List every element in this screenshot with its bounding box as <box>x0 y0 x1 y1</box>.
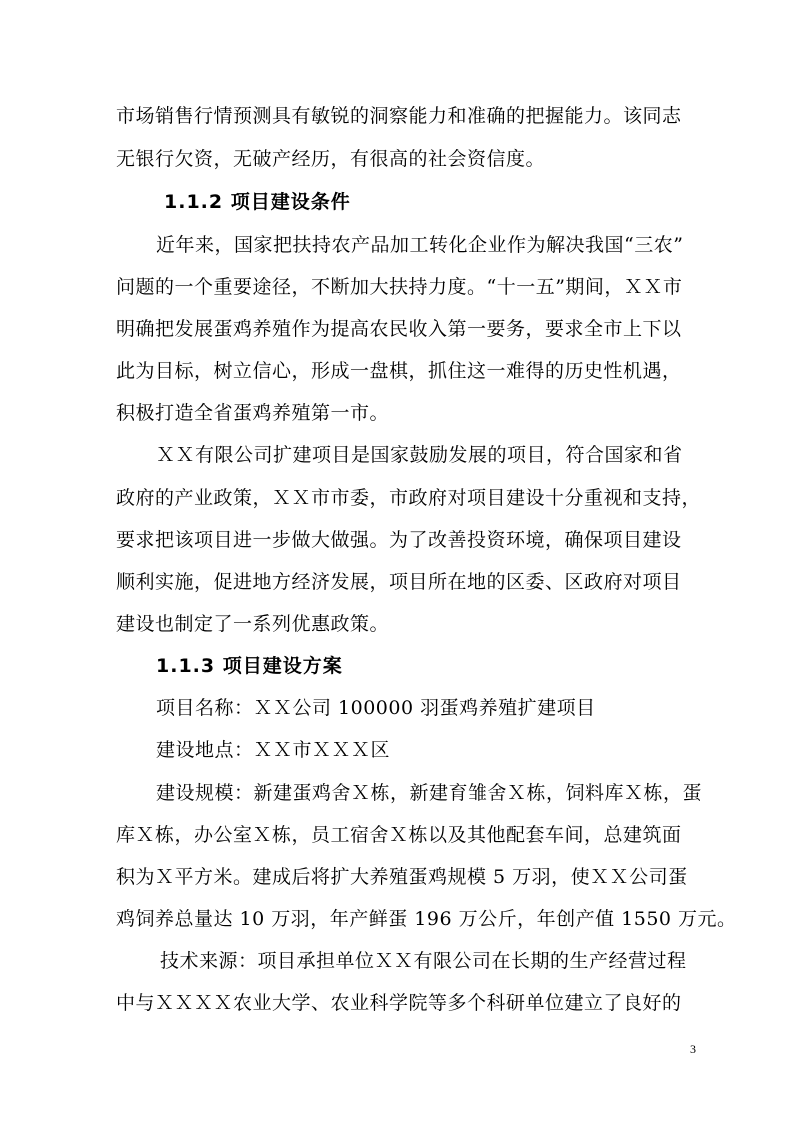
section-heading-1-1-3: 1.1.3 项目建设方案 <box>156 655 343 677</box>
body-text-line: 要求把该项目进一步做大做强。为了改善投资环境，确保项目建设 <box>116 529 682 551</box>
body-text-line: ＸＸ有限公司扩建项目是国家鼓励发展的项目，符合国家和省 <box>156 444 683 466</box>
body-text-line: 建设地点：ＸＸ市ＸＸＸ区 <box>156 739 391 761</box>
body-text-line: 市场销售行情预测具有敏锐的洞察能力和准确的把握能力。该同志 <box>116 105 682 127</box>
body-text-line: 此为目标，树立信心，形成一盘棋，抓住这一难得的历史性机遇， <box>116 360 682 382</box>
body-text-line: 政府的产业政策，ＸＸ市市委，市政府对项目建设十分重视和支持， <box>116 487 702 509</box>
body-text-line: 鸡饲养总量达 10 万羽，年产鲜蛋 196 万公斤，年创产值 1550 万元。 <box>116 908 737 930</box>
body-text-line: 中与ＸＸＸＸ农业大学、农业科学院等多个科研单位建立了良好的 <box>116 992 682 1014</box>
body-text-line: 无银行欠资，无破产经历，有很高的社会资信度。 <box>116 148 546 170</box>
body-text-line: 明确把发展蛋鸡养殖作为提高农民收入第一要务，要求全市上下以 <box>116 318 682 340</box>
body-text-line: 技术来源：项目承担单位ＸＸ有限公司在长期的生产经营过程 <box>160 950 687 972</box>
body-text-line: 积极打造全省蛋鸡养殖第一市。 <box>116 402 390 424</box>
body-text-line: 顺利实施，促进地方经济发展，项目所在地的区委、区政府对项目 <box>116 571 682 593</box>
body-text-line: 近年来，国家把扶持农产品加工转化企业作为解决我国“三农” <box>156 234 684 256</box>
body-text-line: 建设规模：新建蛋鸡舍Ｘ栋，新建育雏舍Ｘ栋，饲料库Ｘ栋，蛋 <box>156 782 703 804</box>
body-text-line: 积为Ｘ平方米。建成后将扩大养殖蛋鸡规模 5 万羽，使ＸＸ公司蛋 <box>116 866 688 888</box>
page-number: 3 <box>690 1042 696 1056</box>
body-text-line: 库Ｘ栋，办公室Ｘ栋，员工宿舍Ｘ栋以及其他配套车间，总建筑面 <box>116 824 682 846</box>
section-heading-1-1-2: 1.1.2 项目建设条件 <box>164 191 351 213</box>
body-text-line: 问题的一个重要途径，不断加大扶持力度。“十一五”期间，ＸＸ市 <box>116 276 683 298</box>
body-text-line: 项目名称：ＸＸ公司 100000 羽蛋鸡养殖扩建项目 <box>156 697 596 719</box>
body-text-line: 建设也制定了一系列优惠政策。 <box>116 613 390 635</box>
